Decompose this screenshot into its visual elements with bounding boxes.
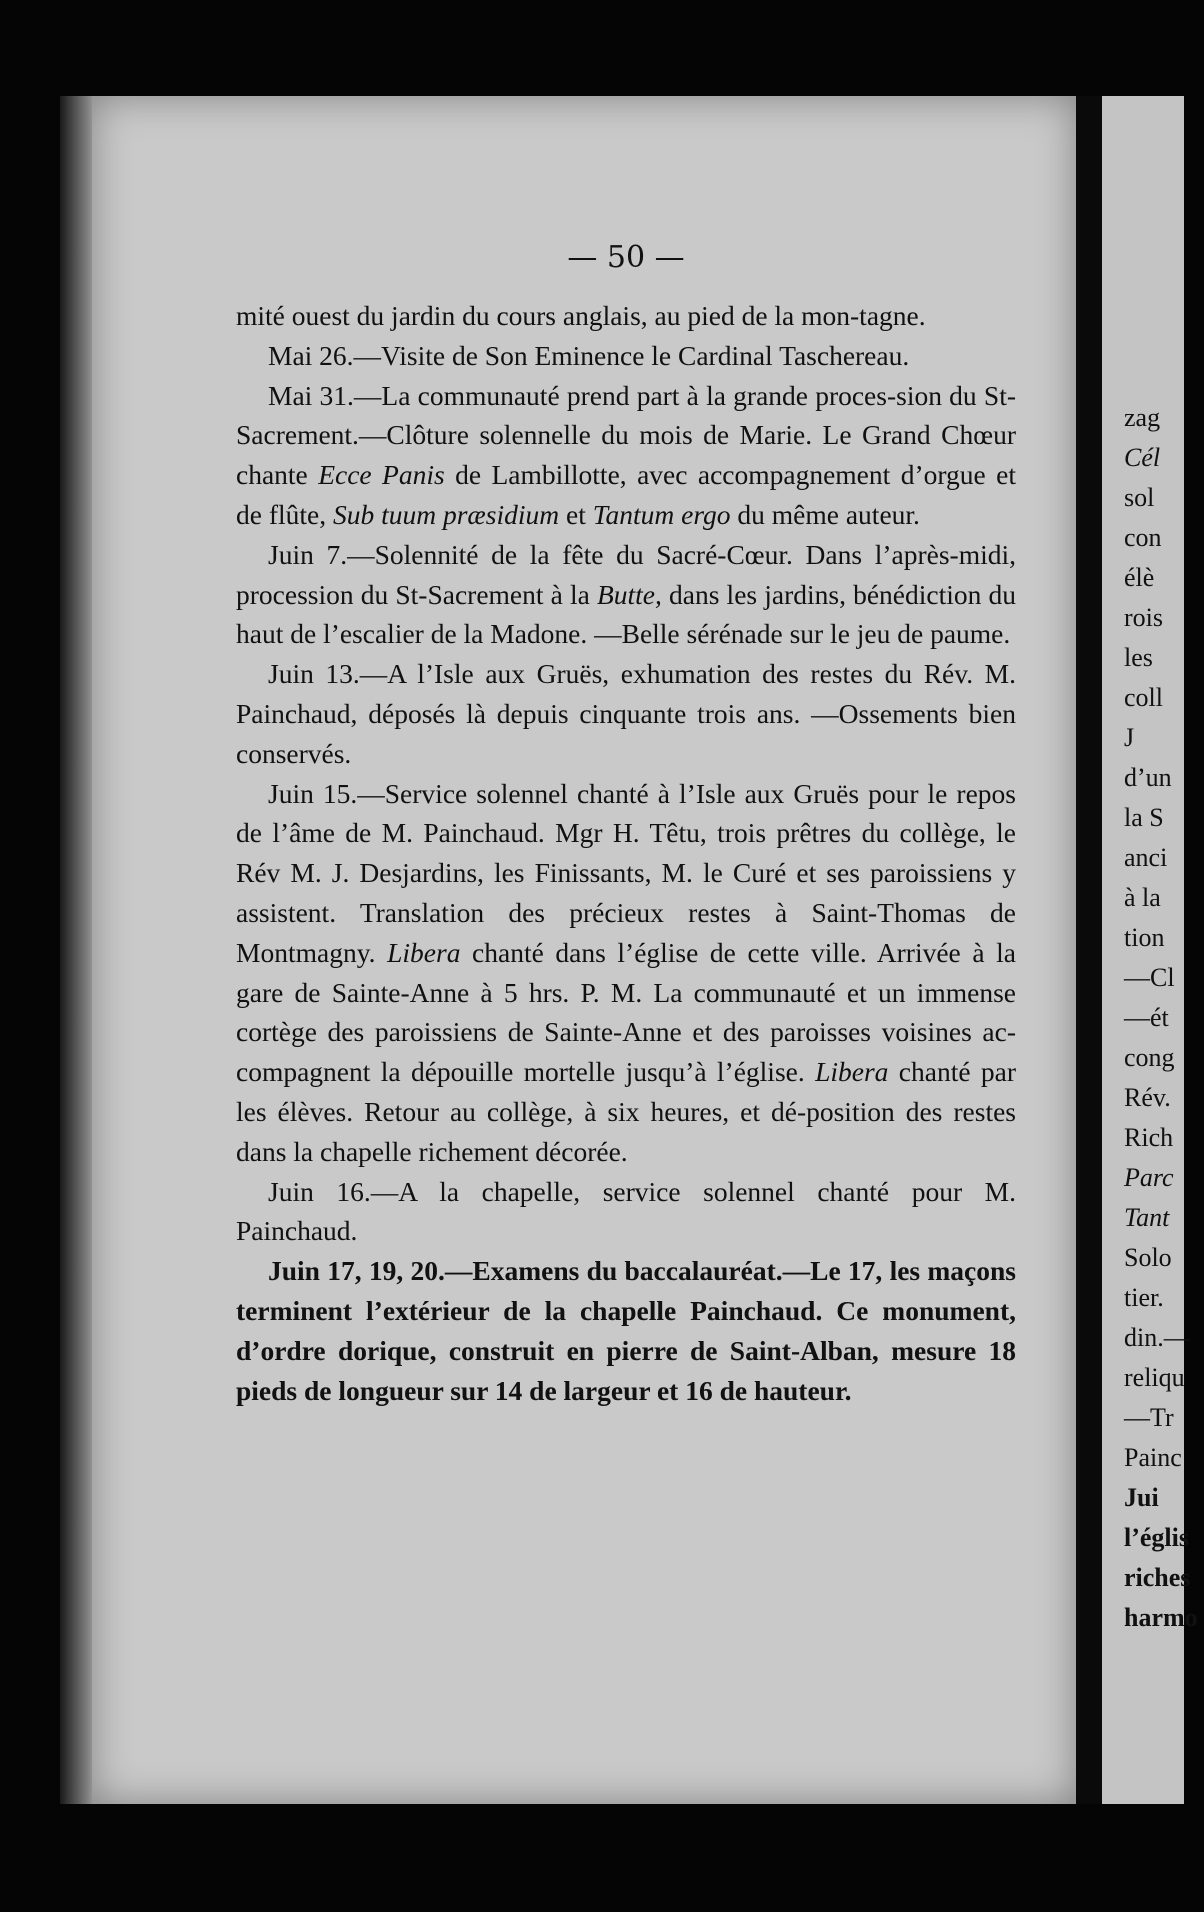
right-page-line: élè [1124,563,1155,592]
right-page-line: Rich [1124,1123,1174,1152]
right-page-line: Tant [1124,1203,1170,1232]
paragraph-p5 [236,774,1016,1172]
right-page-line: tier. [1124,1283,1164,1312]
right-page-line: l’églis [1124,1523,1189,1552]
text-segment: Juin 16.—A la chapelle, service solennel chanté pour M. Painchaud. [236,1175,1016,1247]
right-page-line: reliqu [1124,1363,1185,1392]
paragraph-p7 [236,1251,1016,1410]
italic-text: Libera [815,1056,889,1088]
right-page-line: harmo [1124,1603,1198,1632]
italic-text: Ecce Panis [318,459,445,491]
text-segment: Juin 15.—Service solennel chanté à l’Isle aux Gruës pour le repos de l’âme de M. Painchaud. Mgr H. Têtu, trois prêtres du collège, le Rév M. J. Desjardins, les Finissants, M. le Curé et ses paroissiens y assistent. Translation des précieux restes à Saint-Thomas de Montmagny. [236,777,1016,968]
text-segment: mité ouest du jardin du cours anglais, au pied de la mon-tagne. [236,300,926,331]
text-segment: chanté dans l’église de cette ville. Arrivée à la gare de Sainte-Anne à 5 hrs. P. M. La communauté et un immense cortège des paroissiens de Sainte-Anne et des paroisses voisines ac-compagnent la dépouille mortelle jusqu’à l’église. [236,936,1016,1088]
right-page-line: con [1124,523,1162,552]
right-page-line: cong [1124,1043,1175,1072]
right-page-fragments [1124,398,1204,1638]
text-segment: chanté par les élèves. Retour au collège, à six heures, et dé-position des restes dans la chapelle richement décorée. [236,1056,1017,1167]
italic-text: Tantum ergo [592,498,731,530]
paragraph-p6 [236,1172,1016,1252]
right-page-line: Solo [1124,1243,1172,1272]
paragraph-p3 [236,535,1016,654]
right-page-line: rois [1124,603,1163,632]
right-page-line: Parc [1124,1163,1174,1192]
right-page-line: anci [1124,843,1168,872]
right-page-line: à la [1124,883,1161,912]
text-segment: Mai 26.—Visite de Son Eminence le Cardinal Taschereau. [268,339,910,371]
text-segment: Mai 31.—La communauté prend part à la grande proces-sion du St-Sacrement.—Clôture solennelle du mois de Marie. Le Grand Chœur chante [236,379,1016,491]
right-page-line: Rév. [1124,1083,1171,1112]
right-page-line: —ét [1124,1003,1169,1032]
right-page-line: Cél [1124,443,1161,472]
right-page-line: la S [1124,803,1164,832]
italic-text: Butte, [596,578,662,610]
page-gutter [1076,96,1102,1804]
page-body-text [236,296,1016,1410]
right-page-line: sol [1124,483,1155,512]
paragraph-p4 [236,654,1016,773]
right-page-line: Jui [1124,1483,1159,1512]
page-number: — 50 — [567,240,685,275]
right-page-line: zag [1124,403,1161,432]
right-page-line: din.— [1124,1323,1190,1352]
paragraph-p2 [236,376,1016,535]
text-segment: du même auteur. [730,498,920,530]
text-segment: Juin 13.—A l’Isle aux Gruës, exhumation des restes du Rév. M. Painchaud, déposés là depuis cinquante trois ans. —Ossements bien conservés. [236,658,1016,769]
right-page-line: les [1124,643,1153,672]
right-page-line: —Cl [1124,963,1175,992]
italic-text: Sub tuum præsidium [332,498,560,530]
paragraph-p0 [236,296,1016,336]
right-page-line: tion [1124,923,1165,952]
right-page-line: coll [1124,683,1163,712]
right-page-line: J [1124,723,1135,752]
text-segment: Juin 17, 19, 20.—Examens du baccalauréat.—Le 17, les maçons terminent l’extérieur de la chapelle Painchaud. Ce monument, d’ordre dorique, construit en pierre de Saint-Alban, mesure 18 pieds de longueur sur 14 de largeur et 16 de hauteur. [236,1255,1016,1406]
right-page-line: —Tr [1124,1403,1174,1432]
right-page-line: d’un [1124,763,1172,792]
italic-text: Libera [387,936,461,968]
right-page-line: riches [1124,1563,1191,1592]
text-segment: dans les jardins, bénédiction du haut de l’escalier de la Madone. —Belle sérénade sur le jeu de paume. [236,578,1016,650]
right-page-line: Painc [1124,1443,1182,1472]
paragraph-p1 [236,336,1016,376]
text-segment: Juin 7.—Solennité de la fête du Sacré-Cœur. Dans l’après-midi, procession du St-Sacrement à la [236,538,1016,610]
text-segment: et [559,498,593,530]
text-segment: de Lambillotte, avec accompagnement d’orgue et de flûte, [236,459,1016,530]
